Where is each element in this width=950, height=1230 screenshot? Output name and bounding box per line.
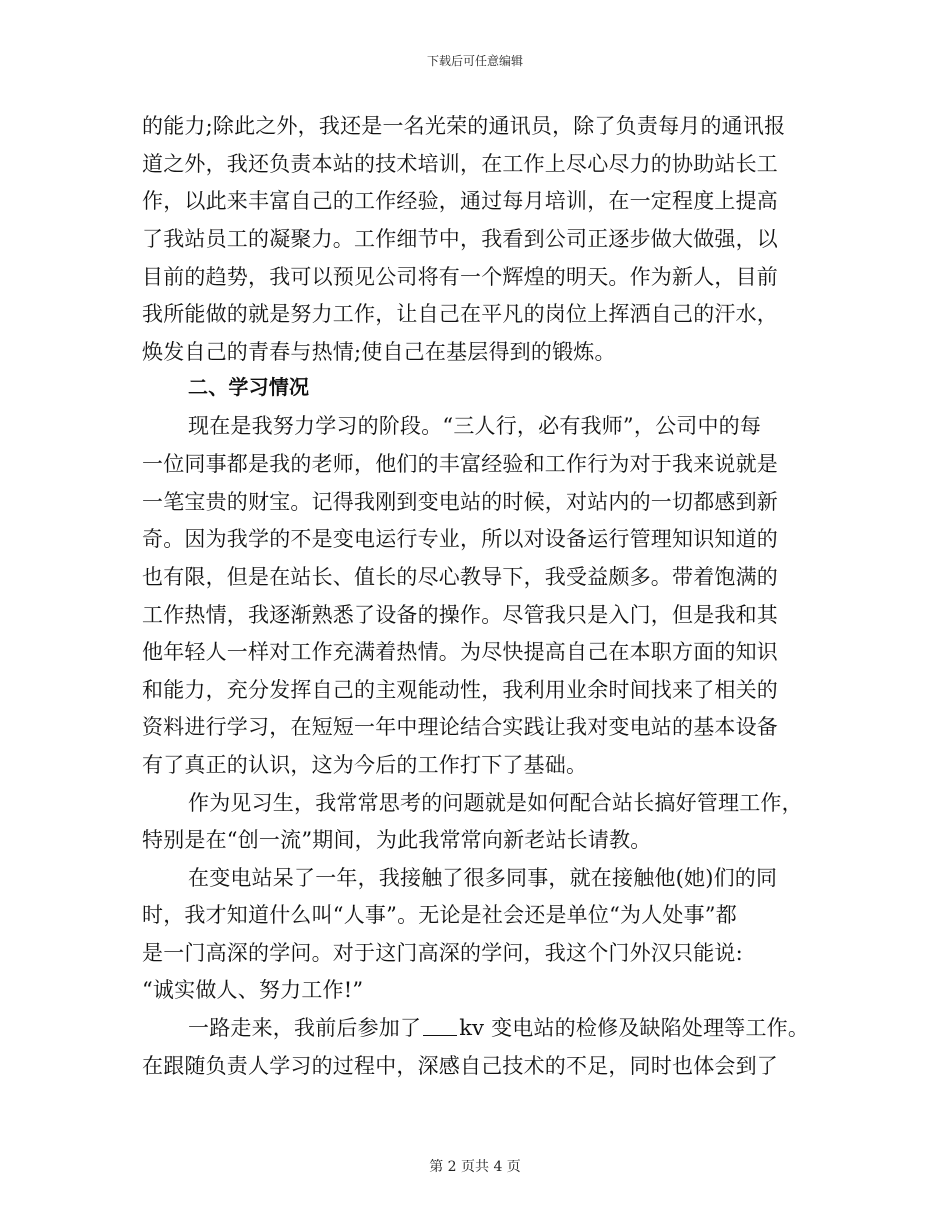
page-header: 下载后可任意编辑 — [426, 54, 523, 68]
paragraph-line: 目前的趋势，我可以预见公司将有一个辉煌的明天。作为新人，目前 — [142, 265, 778, 289]
paragraph-line: 在变电站呆了一年，我接触了很多同事，就在接触他(她)们的同 — [188, 866, 778, 890]
paragraph-line: 现在是我努力学习的阶段。“三人行，必有我师”，公司中的每 — [188, 414, 762, 438]
paragraph-line: 焕发自己的青春与热情;使自己在基层得到的锻炼。 — [142, 340, 616, 364]
paragraph-text: kv 变电站的检修及缺陷处理等工作。 — [459, 1016, 810, 1040]
paragraph-text: 一路走来，我前后参加了 — [188, 1016, 422, 1040]
paragraph-line: 奇。因为我学的不是变电运行专业，所以对设备运行管理知识知道的 — [142, 527, 778, 551]
paragraph-line: 他年轻人一样对工作充满着热情。为尽快提高自己在本职方面的知识 — [142, 640, 778, 664]
section-heading: 二、学习情况 — [188, 375, 310, 399]
paragraph-line: “诚实做人、努力工作!” — [142, 978, 364, 1002]
paragraph-line: 是一门高深的学问。对于这门高深的学问，我这个门外汉只能说: — [142, 941, 743, 965]
paragraph-line: 作为见习生，我常常思考的问题就是如何配合站长搞好管理工作， — [188, 791, 803, 815]
paragraph-line: 有了真正的认识，这为今后的工作打下了基础。 — [142, 753, 588, 777]
paragraph-line: 资料进行学习，在短短一年中理论结合实践让我对变电站的基本设备 — [142, 715, 778, 739]
paragraph-line: 工作热情，我逐渐熟悉了设备的操作。尽管我只是入门，但是我和其 — [142, 603, 778, 627]
page-footer: 第 2 页共 4 页 — [429, 1159, 521, 1175]
paragraph-line: 特别是在“创一流”期间，为此我常常向新老站长请教。 — [142, 828, 652, 852]
paragraph-line: 作，以此来丰富自己的工作经验，通过每月培训，在一定程度上提高 — [142, 189, 778, 213]
paragraph-line: 我所能做的就是努力工作，让自己在平凡的岗位上挥洒自己的汗水， — [142, 302, 778, 326]
paragraph-line: 的能力;除此之外，我还是一名光荣的通讯员，除了负责每月的通讯报 — [142, 114, 786, 138]
paragraph-line: 道之外，我还负责本站的技术培训，在工作上尽心尽力的协助站长工 — [142, 152, 778, 176]
paragraph-line: 时，我才知道什么叫“人事”。无论是社会还是单位“为人处事”都 — [142, 903, 737, 927]
paragraph-line: 了我站员工的凝聚力。工作细节中，我看到公司正逐步做大做强，以 — [142, 227, 778, 251]
paragraph-line — [188, 1009, 809, 1047]
paragraph-line: 一笔宝贵的财宝。记得我刚到变电站的时候，对站内的一切都感到新 — [142, 490, 778, 514]
blank-fill-line — [423, 1013, 457, 1036]
paragraph-line: 一位同事都是我的老师，他们的丰富经验和工作行为对于我来说就是 — [142, 452, 778, 476]
paragraph-line: 和能力，充分发挥自己的主观能动性，我利用业余时间找来了相关的 — [142, 678, 778, 702]
paragraph-line: 在跟随负责人学习的过程中，深感自己技术的不足，同时也体会到了 — [142, 1054, 778, 1078]
paragraph-line: 也有限，但是在站长、值长的尽心教导下，我受益颇多。带着饱满的 — [142, 565, 778, 589]
